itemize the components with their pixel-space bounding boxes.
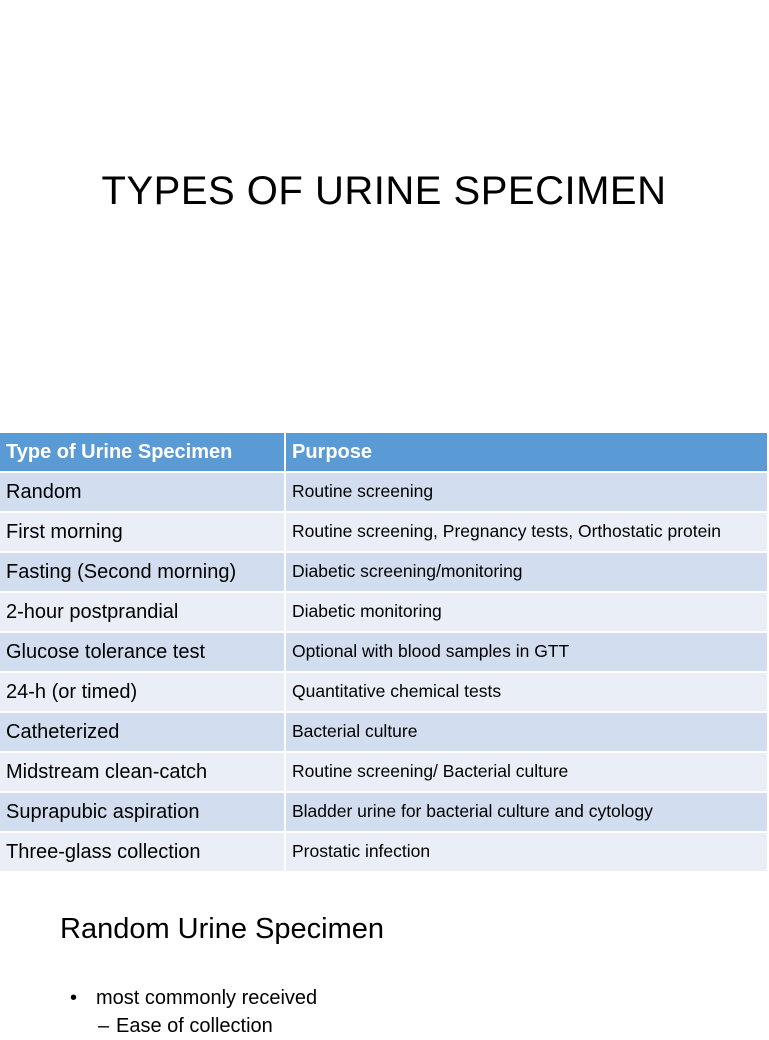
cell-type: Three-glass collection: [0, 832, 285, 872]
cell-purpose: Bacterial culture: [285, 712, 768, 752]
cell-type: Suprapubic aspiration: [0, 792, 285, 832]
specimen-table-container: [0, 433, 768, 865]
table-row: [0, 552, 768, 592]
table-row: [0, 592, 768, 632]
bullet-list: [70, 984, 750, 1040]
cell-type: First morning: [0, 512, 285, 552]
header-purpose: Purpose: [285, 433, 768, 472]
cell-purpose: Routine screening: [285, 472, 768, 512]
section-title: Random Urine Specimen: [60, 913, 384, 945]
table-header-row: [0, 433, 768, 472]
cell-purpose: Optional with blood samples in GTT: [285, 632, 768, 672]
cell-type: Random: [0, 472, 285, 512]
cell-type: Catheterized: [0, 712, 285, 752]
table-row: [0, 672, 768, 712]
dash-icon: –: [98, 1015, 110, 1037]
bullet-text: most commonly received: [96, 987, 318, 1009]
table-row: [0, 632, 768, 672]
cell-type: 24-h (or timed): [0, 672, 285, 712]
cell-purpose: Quantitative chemical tests: [285, 672, 768, 712]
table-row: [0, 712, 768, 752]
cell-purpose: Routine screening, Pregnancy tests, Orthostatic protein: [285, 512, 768, 552]
cell-purpose: Bladder urine for bacterial culture and cytology: [285, 792, 768, 832]
cell-purpose: Diabetic monitoring: [285, 592, 768, 632]
cell-purpose: Routine screening/ Bacterial culture: [285, 752, 768, 792]
cell-purpose: Prostatic infection: [285, 832, 768, 872]
cell-purpose: Diabetic screening/monitoring: [285, 552, 768, 592]
table-row: [0, 472, 768, 512]
table-row: [0, 752, 768, 792]
bullet-icon: •: [70, 987, 78, 1009]
cell-type: Glucose tolerance test: [0, 632, 285, 672]
cell-type: Midstream clean-catch: [0, 752, 285, 792]
cell-type: Fasting (Second morning): [0, 552, 285, 592]
table-row: [0, 512, 768, 552]
sub-bullet-text: Ease of collection: [116, 1015, 273, 1037]
slide-title: TYPES OF URINE SPECIMEN: [101, 169, 667, 213]
list-item: [70, 984, 750, 1012]
header-type: Type of Urine Specimen: [0, 433, 285, 472]
cell-type: 2-hour postprandial: [0, 592, 285, 632]
sub-list-item: [70, 1012, 750, 1040]
table-row: [0, 832, 768, 872]
specimen-table: [0, 433, 769, 873]
table-row: [0, 792, 768, 832]
